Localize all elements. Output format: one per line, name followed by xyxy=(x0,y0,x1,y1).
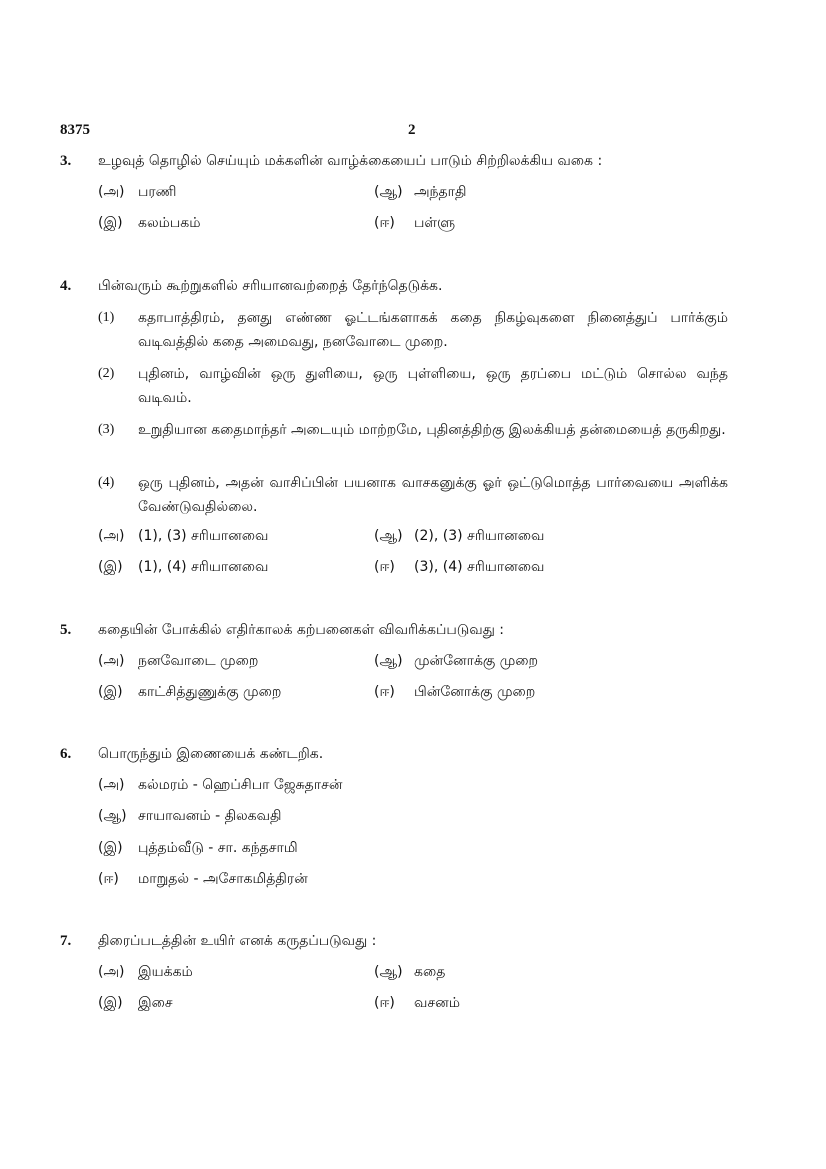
option-i[interactable]: (இ) (1), (4) சரியானவை xyxy=(98,559,269,575)
statement-number: (1) xyxy=(98,310,115,325)
option-ii[interactable]: (ஈ) மாறுதல் - அசோகமித்திரன் xyxy=(98,871,308,887)
question-number: 3. xyxy=(60,153,72,169)
paper-code: 8375 xyxy=(60,122,90,138)
option-aa[interactable]: (ஆ) முன்னோக்கு முறை xyxy=(374,653,539,669)
option-ii[interactable]: (ஈ) பள்ளு xyxy=(374,215,456,231)
option-a[interactable]: (அ) பரணி xyxy=(98,184,177,200)
question-text: உழவுத் தொழில் செய்யும் மக்களின் வாழ்க்கையைப் பாடும் சிற்றிலக்கிய வகை : xyxy=(98,153,603,169)
statement-text: புதினம், வாழ்வின் ஒரு துளியை, ஒரு புள்ளியை, ஒரு தரப்பை மட்டும் சொல்ல வந்த வடிவம். xyxy=(138,366,728,406)
option-ii[interactable]: (ஈ) (3), (4) சரியானவை xyxy=(374,559,545,575)
option-a[interactable]: (அ) (1), (3) சரியானவை xyxy=(98,528,269,544)
page-number: 2 xyxy=(408,122,416,138)
option-aa[interactable]: (ஆ) (2), (3) சரியானவை xyxy=(374,528,545,544)
question-number: 5. xyxy=(60,622,72,638)
question-text: திரைப்படத்தின் உயிர் எனக் கருதப்படுவது : xyxy=(98,933,377,949)
statement-text: உறுதியான கதைமாந்தர் அடையும் மாற்றமே, புதினத்திற்கு இலக்கியத் தன்மையைத் தருகிறது. xyxy=(138,422,726,438)
question-text: கதையின் போக்கில் எதிர்காலக் கற்பனைகள் விவரிக்கப்படுவது : xyxy=(98,622,505,638)
option-aa[interactable]: (ஆ) அந்தாதி xyxy=(374,184,467,200)
option-i[interactable]: (இ) கலம்பகம் xyxy=(98,215,201,231)
question-number: 4. xyxy=(60,278,72,294)
option-i[interactable]: (இ) காட்சித்துணுக்கு முறை xyxy=(98,684,282,700)
option-i[interactable]: (இ) புத்தம்வீடு - சா. கந்தசாமி xyxy=(98,840,298,856)
option-i[interactable]: (இ) இசை xyxy=(98,995,173,1011)
question-text: பொருந்தும் இணையைக் கண்டறிக. xyxy=(98,746,324,762)
statement-text: கதாபாத்திரம், தனது எண்ண ஓட்டங்களாகக் கதை நிகழ்வுகளை நினைத்துப் பார்க்கும் வடிவத்தில் கதை அமைவது, நனவோடை முறை. xyxy=(138,310,728,350)
option-a[interactable]: (அ) கல்மரம் - ஹெப்சிபா ஜேசுதாசன் xyxy=(98,777,343,793)
statement-number: (4) xyxy=(98,475,115,490)
option-ii[interactable]: (ஈ) வசனம் xyxy=(374,995,460,1011)
statement-number: (3) xyxy=(98,422,115,437)
statement-number: (2) xyxy=(98,366,115,381)
question-number: 7. xyxy=(60,933,72,949)
option-ii[interactable]: (ஈ) பின்னோக்கு முறை xyxy=(374,684,536,700)
statement-text: ஒரு புதினம், அதன் வாசிப்பின் பயனாக வாசகனுக்கு ஓர் ஒட்டுமொத்த பார்வையை அளிக்க வேண்டுவதில்லை. xyxy=(138,475,728,515)
question-text: பின்வரும் கூற்றுகளில் சரியானவற்றைத் தேர்ந்தெடுக்க. xyxy=(98,278,443,294)
option-a[interactable]: (அ) இயக்கம் xyxy=(98,964,193,980)
option-aa[interactable]: (ஆ) கதை xyxy=(374,964,446,980)
option-a[interactable]: (அ) நனவோடை முறை xyxy=(98,653,259,669)
question-number: 6. xyxy=(60,746,72,762)
option-aa[interactable]: (ஆ) சாயாவனம் - திலகவதி xyxy=(98,808,282,824)
